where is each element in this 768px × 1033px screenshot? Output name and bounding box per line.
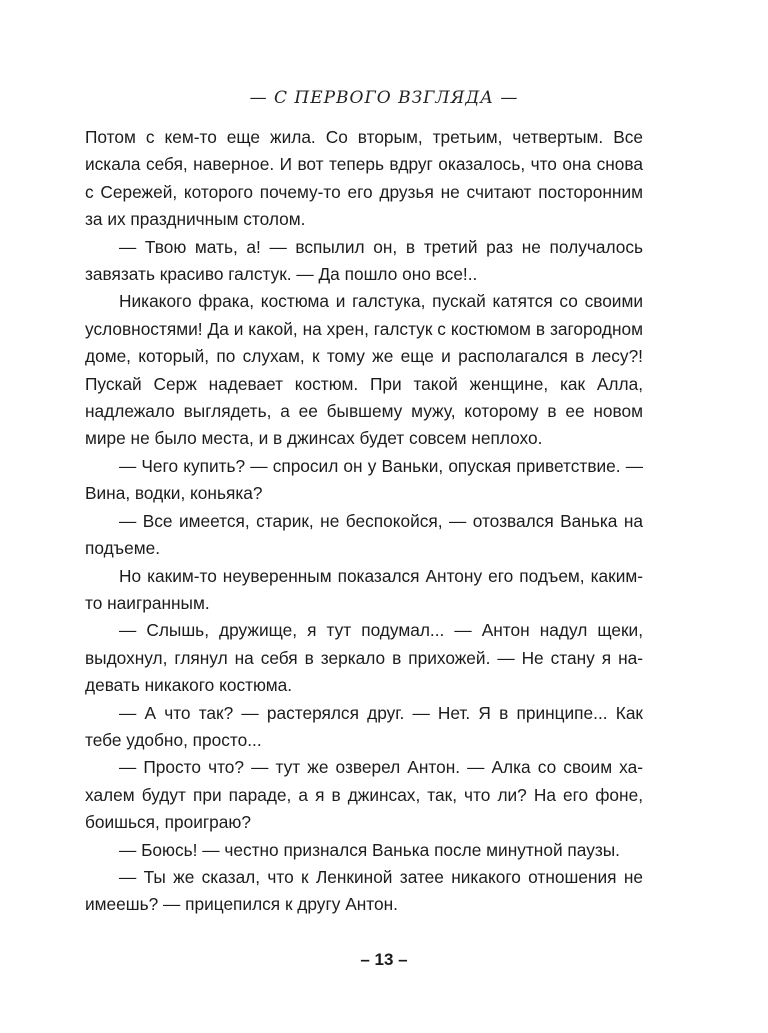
- paragraph-2: — Твою мать, а! — вспылил он, в третий раз не получалось завязать красиво галстук. — Да пошло оно все!..: [85, 236, 643, 285]
- paragraph-10: — Боюсь! — честно признался Ванька после минутной паузы.: [119, 839, 620, 860]
- page-number: – 13 –: [360, 950, 408, 969]
- paragraph-1: Потом с кем-то еще жила. Со вторым, третьим, четвертым. Все искала себя, наверное. И вот теперь вдруг оказалось, что она снова с Сережей, которого почему-то его друзья не считают посторонним за их праздничным столом.: [85, 127, 643, 230]
- paragraph-5: — Все имеется, старик, не беспокойся, — отозвался Ванька на подъеме.: [85, 510, 643, 559]
- page-body: [85, 124, 643, 919]
- running-header: — С ПЕРВОГО ВЗГЛЯДА —: [249, 88, 519, 108]
- paragraph-8: — А что так? — растерялся друг. — Нет. Я в принципе... Как тебе удобно, просто...: [85, 702, 643, 750]
- paragraph-11: — Ты же сказал, что к Ленкиной затее никакого отношения не имеешь? — прицепился к другу Антон.: [85, 866, 643, 915]
- paragraph-4: — Чего купить? — спросил он у Ваньки, опуская приветствие. — Вина, водки, коньяка?: [85, 455, 643, 504]
- paragraph-7: — Слышь, дружище, я тут подумал... — Антон надул щеки, выдохнул, глянул на себя в зеркало в прихожей. — Не стану я надевать никакого костюма.: [85, 620, 643, 696]
- paragraph-3: Никакого фрака, костюма и галстука, пускай катятся со своими условностями! Да и какой, на хрен, галстук с костюмом в загородном доме, который, по слухам, к тому же еще и располагался в лесу?! Пускай Серж надевает костюм. При такой женщине, как Алла, надлежало выглядеть, а ее бывшему мужу, которому в ее новом мире не было места, и в джинсах будет совсем неплохо.: [85, 291, 643, 449]
- paragraph-6: Но каким-то неуверенным показался Антону его подъем, каким-то наигранным.: [85, 565, 643, 613]
- paragraph-9: — Просто что? — тут же озверел Антон. — Алка со своим хахалем будут при параде, а я в джинсах, так, что ли? На его фоне, боишься, проиграю?: [85, 757, 643, 833]
